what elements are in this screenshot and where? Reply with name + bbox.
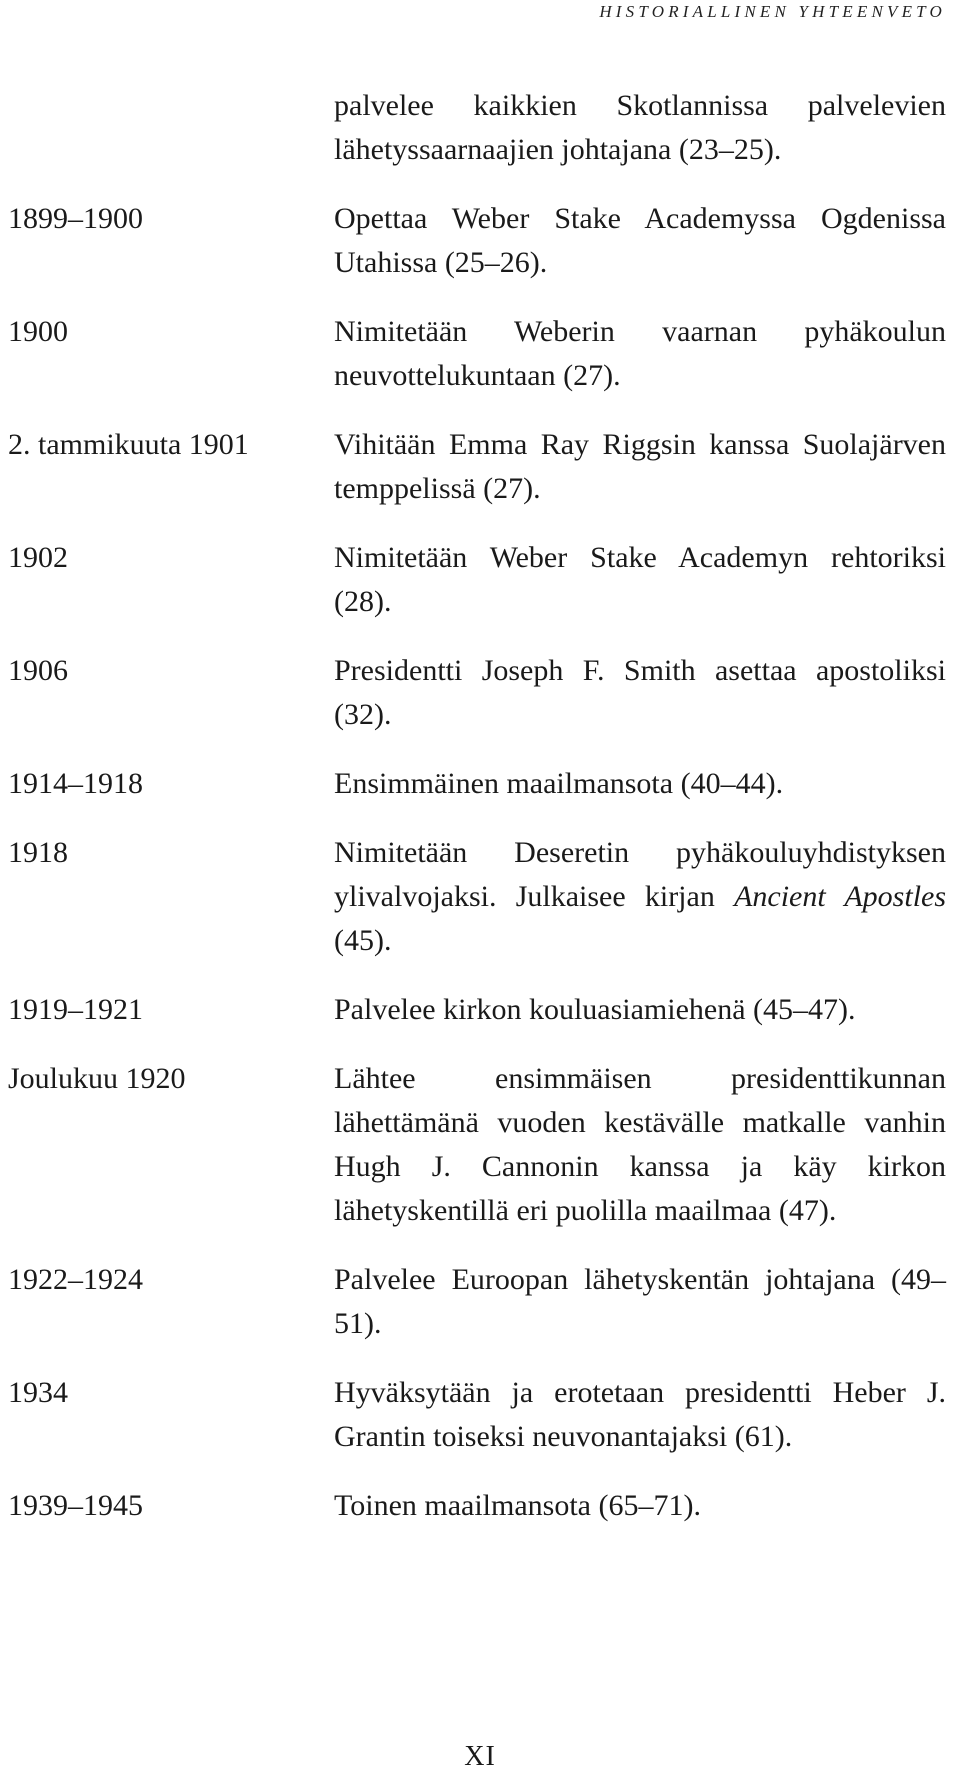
timeline-entry [8,1258,948,1346]
page-number: XI [464,1741,496,1772]
entry-date: 1918 [8,836,68,869]
entry-description: Lähtee ensimmäisen presidenttikunnan lähettämänä vuoden kestävälle matkalle vanhin Hugh J. Cannonin kanssa ja käy kirkon lähetyskentillä eri puolilla maailmaa (47). [334,1062,946,1227]
entry-date: 2. tammikuuta 1901 [8,428,249,461]
timeline-entry [8,84,948,172]
entry-date: 1906 [8,654,68,687]
entry-date: Joulukuu 1920 [8,1062,186,1095]
timeline [8,84,948,1553]
entry-description: Presidentti Joseph F. Smith asettaa apostoliksi (32). [334,654,946,731]
running-header: HISTORIALLINEN YHTEENVETO [599,2,946,21]
entry-description: palvelee kaikkien Skotlannissa palvelevien lähetyssaarnaajien johtajana (23–25). [334,89,946,166]
entry-date: 1939–1945 [8,1489,143,1522]
entry-description: Ensimmäinen maailmansota (40–44). [334,767,784,800]
timeline-entry [8,649,948,737]
entry-date: 1922–1924 [8,1263,143,1296]
timeline-entry [8,1484,948,1528]
entry-description: Palvelee Euroopan lähetyskentän johtajana (49–51). [334,1263,946,1340]
entry-text: Nimitetään Deseretin pyhäkouluyhdistyksen ylivalvojaksi. Julkaisee kirjan [334,836,946,913]
entry-description: Opettaa Weber Stake Academyssa Ogdenissa Utahissa (25–26). [334,202,946,279]
entry-date: 1934 [8,1376,68,1409]
timeline-entry [8,197,948,285]
entry-description: Nimitetään Weber Stake Academyn rehtoriksi (28). [334,541,946,618]
entry-description: Vihitään Emma Ray Riggsin kanssa Suolajärven temppelissä (27). [334,428,946,505]
entry-text-after: (45). [334,924,392,957]
entry-date: 1900 [8,315,68,348]
timeline-entry [8,423,948,511]
entry-description [334,831,946,963]
timeline-entry [8,762,948,806]
book-title: Ancient Apostles [734,880,947,913]
entry-date: 1899–1900 [8,202,143,235]
timeline-entry [8,988,948,1032]
entry-description: Toinen maailmansota (65–71). [334,1489,701,1522]
entry-description: Palvelee kirkon kouluasiamiehenä (45–47). [334,993,856,1026]
timeline-entry [8,1057,948,1233]
entry-description: Hyväksytään ja erotetaan presidentti Heber J. Grantin toiseksi neuvonantajaksi (61). [334,1376,946,1453]
timeline-entry [8,536,948,624]
timeline-entry [8,1371,948,1459]
entry-description: Nimitetään Weberin vaarnan pyhäkoulun neuvottelukuntaan (27). [334,315,946,392]
timeline-entry [8,831,948,963]
timeline-entry [8,310,948,398]
entry-date: 1919–1921 [8,993,143,1026]
entry-date: 1914–1918 [8,767,143,800]
entry-date: 1902 [8,541,68,574]
